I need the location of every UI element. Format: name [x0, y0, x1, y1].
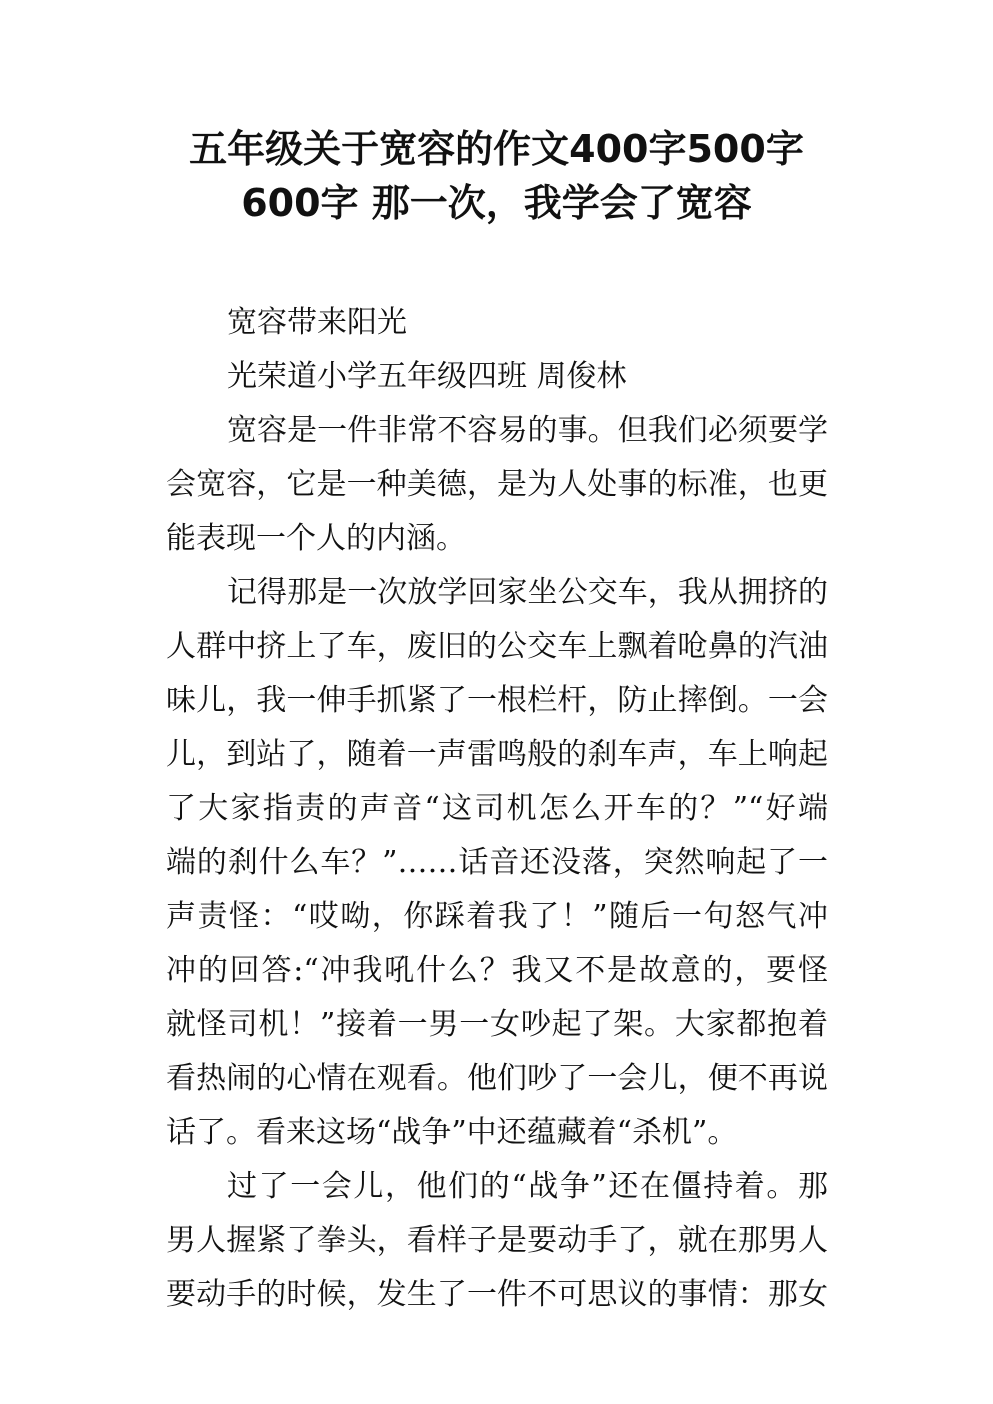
paragraph-line: 看热闹的心情在观看。他们吵了一会儿，便不再说 [166, 1061, 828, 1096]
paragraph-line: 会宽容，它是一种美德，是为人处事的标准，也更 [166, 467, 828, 502]
paragraph-line: 记得那是一次放学回家坐公交车，我从拥挤的 [227, 575, 828, 610]
paragraph-line: 就怪司机！”接着一男一女吵起了架。大家都抱着 [166, 1007, 828, 1042]
paragraph-line: 能表现一个人的内涵。 [166, 521, 466, 556]
essay-body [166, 296, 828, 1322]
paragraph-1 [166, 404, 828, 566]
paragraph-line: 了大家指责的声音“这司机怎么开车的？”“好端 [166, 791, 828, 826]
paragraph-line: 过了一会儿，他们的“战争”还在僵持着。那 [227, 1169, 828, 1204]
paragraph-line: 话了。看来这场“战争”中还蕴藏着“杀机”。 [166, 1115, 738, 1150]
paragraph-line: 儿，到站了，随着一声雷鸣般的刹车声，车上响起 [166, 737, 828, 772]
paragraph-line: 声责怪：“哎呦，你踩着我了！”随后一句怒气冲 [166, 899, 828, 934]
paragraph-line: 冲的回答:“冲我吼什么？我又不是故意的，要怪 [166, 953, 828, 988]
paragraph-line: 要动手的时候，发生了一件不可思议的事情：那女 [166, 1277, 828, 1312]
paragraph-3 [166, 1160, 828, 1322]
paragraph-line: 端的刹什么车？”……话音还没落，突然响起了一 [166, 845, 828, 880]
essay-title: 宽容带来阳光 [227, 305, 407, 340]
paragraph-line: 人群中挤上了车，废旧的公交车上飘着呛鼻的汽油 [166, 629, 828, 664]
title-line-2: 600字 那一次，我学会了宽容 [241, 181, 752, 225]
paragraph-line: 宽容是一件非常不容易的事。但我们必须要学 [227, 413, 828, 448]
paragraph-line: 味儿，我一伸手抓紧了一根栏杆，防止摔倒。一会 [166, 683, 828, 718]
title-line-1: 五年级关于宽容的作文400字500字 [189, 127, 804, 171]
paragraph-line: 男人握紧了拳头，看样子是要动手了，就在那男人 [166, 1223, 828, 1258]
paragraph-2 [166, 566, 828, 1160]
document-title [120, 122, 873, 230]
author-line: 光荣道小学五年级四班 周俊林 [227, 359, 627, 394]
